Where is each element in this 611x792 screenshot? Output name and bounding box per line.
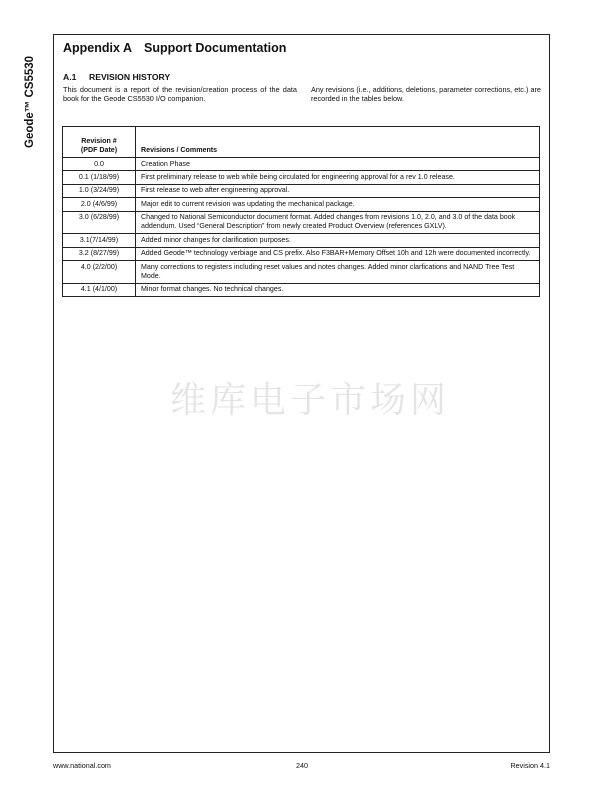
revision-cell: 3.2 (8/27/99) (63, 247, 136, 260)
header-comments: Revisions / Comments (136, 127, 540, 158)
intro-paragraph-left: This document is a report of the revision/creation process of the data book for the Geode CS5530 I/O companion. (63, 85, 297, 104)
header-revision-line1: Revision # (81, 137, 117, 145)
revision-history-table (62, 126, 540, 297)
watermark: 维库电子市场网 (170, 380, 451, 421)
revision-cell: 2.0 (4/6/99) (63, 198, 136, 211)
table-row (63, 234, 540, 247)
appendix-heading (63, 41, 286, 55)
revision-cell: 1.0 (3/24/99) (63, 184, 136, 197)
footer-website: www.national.com (53, 761, 111, 770)
table-row (63, 283, 540, 296)
comment-cell: First preliminary release to web while being circulated for engineering approval for a rev 1.0 release. (136, 171, 540, 184)
page-frame-bottom-rule (53, 752, 550, 753)
footer-revision: Revision 4.1 (510, 761, 550, 770)
comment-cell: Major edit to current revision was updating the mechanical package. (136, 198, 540, 211)
revision-cell: 3.1(7/14/99) (63, 234, 136, 247)
appendix-number: Appendix A (63, 41, 132, 55)
table-row (63, 158, 540, 171)
revision-cell: 0.1 (1/18/99) (63, 171, 136, 184)
section-title: REVISION HISTORY (89, 72, 171, 82)
table-header-row (63, 127, 540, 158)
header-revision-line2: (PDF Date) (80, 146, 118, 155)
appendix-title: Support Documentation (144, 41, 287, 55)
header-revision (63, 127, 136, 158)
comment-cell: First release to web after engineering approval. (136, 184, 540, 197)
revision-cell: 4.1 (4/1/00) (63, 283, 136, 296)
comment-cell: Minor format changes. No technical changes. (136, 283, 540, 296)
comment-cell: Added minor changes for clarification purposes. (136, 234, 540, 247)
table-row (63, 184, 540, 197)
section-heading (63, 72, 170, 82)
table-row (63, 211, 540, 234)
table-row (63, 260, 540, 283)
side-title-text: Geode™ CS5530 (24, 55, 36, 148)
comment-cell: Added Geode™ technology verbiage and CS prefix. Also F3BAR+Memory Offset 10h and 12h were documented incorrectly. (136, 247, 540, 260)
revision-cell: 4.0 (2/2/00) (63, 260, 136, 283)
side-title (22, 40, 42, 150)
revision-cell: 0.0 (63, 158, 136, 171)
table-row (63, 171, 540, 184)
table-row (63, 247, 540, 260)
comment-cell: Many corrections to registers including reset values and notes changes. Added minor clarfications and NAND Tree Test Mode. (136, 260, 540, 283)
revision-cell: 3.0 (6/28/99) (63, 211, 136, 234)
comment-cell: Creation Phase (136, 158, 540, 171)
table-row (63, 198, 540, 211)
footer-page-number: 240 (296, 761, 308, 770)
comment-cell: Changed to National Semiconductor document format. Added changes from revisions 1.0, 2.0, and 3.0 of the data book addendum. Used “General Description” from newly created Product Overview (references GXLV). (136, 211, 540, 234)
section-number: A.1 (63, 72, 77, 82)
intro-paragraph-right: Any revisions (i.e., additions, deletions, parameter corrections, etc.) are recorded in the tables below. (311, 85, 541, 104)
